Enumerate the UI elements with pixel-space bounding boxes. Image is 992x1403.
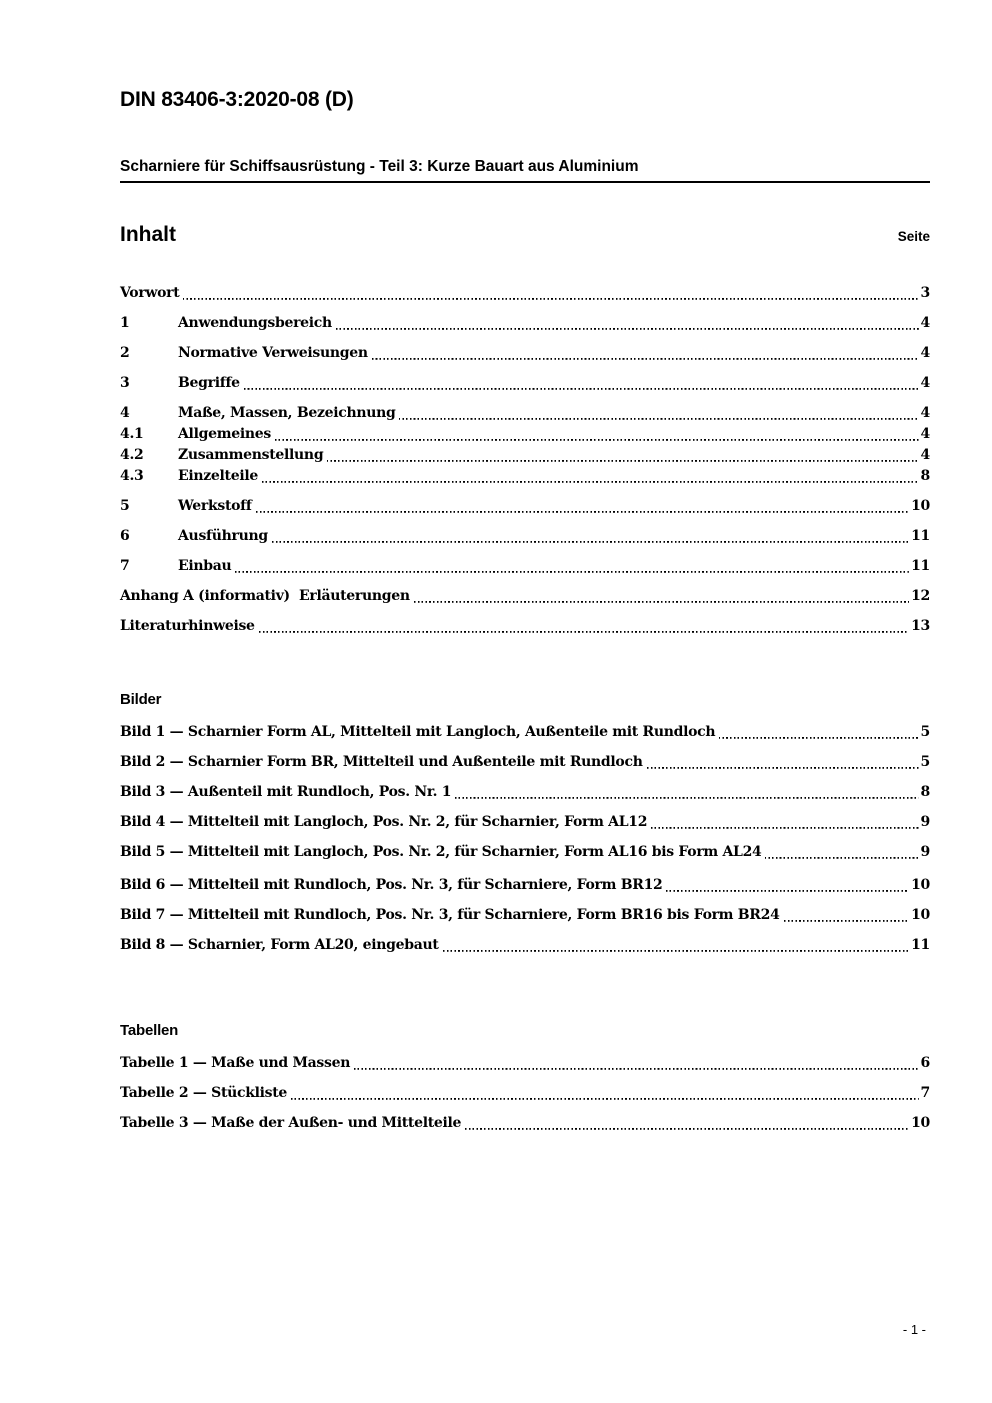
toc-entry-page: 3 xyxy=(920,285,930,301)
toc-heading: Inhalt xyxy=(120,223,176,246)
dot-leader xyxy=(183,296,918,300)
figure-entry-page: 8 xyxy=(920,784,930,800)
figure-entry-label: Bild 8 — Scharnier, Form AL20, eingebaut xyxy=(120,937,439,953)
dot-leader xyxy=(719,735,918,739)
toc-entry-number: 4.1 xyxy=(120,426,144,442)
table-entry-label: Tabelle 1 — Maße und Massen xyxy=(120,1055,351,1071)
tables-heading: Tabellen xyxy=(120,1022,179,1039)
toc-entry[interactable] xyxy=(120,373,930,394)
figure-entry-label: Bild 5 — Mittelteil mit Langloch, Pos. Nr. 2, für Scharnier, Form AL16 bis Form AL24 xyxy=(120,844,762,860)
dot-leader xyxy=(651,825,918,829)
toc-entry-label: Einzelteile xyxy=(178,468,258,484)
toc-entry[interactable] xyxy=(120,466,930,487)
toc-entry-page: 4 xyxy=(920,405,930,421)
figure-entry[interactable] xyxy=(120,935,930,956)
doc-number: DIN 83406-3:2020-08 (D) xyxy=(120,88,354,111)
figure-entry-label: Bild 4 — Mittelteil mit Langloch, Pos. Nr. 2, für Scharnier, Form AL12 xyxy=(120,814,648,830)
table-entry-page: 6 xyxy=(920,1055,930,1071)
toc-entry-label: Einbau xyxy=(178,558,232,574)
page-content xyxy=(120,0,930,1134)
toc-entry-number: 4.3 xyxy=(120,468,144,484)
toc-entry-label: Normative Verweisungen xyxy=(178,345,368,361)
figure-entry[interactable] xyxy=(120,782,930,803)
figure-entry-label: Bild 6 — Mittelteil mit Rundloch, Pos. Nr. 3, für Scharniere, Form BR12 xyxy=(120,877,663,893)
dot-leader xyxy=(256,509,910,513)
toc-entry[interactable] xyxy=(120,343,930,364)
figure-entry-label: Bild 7 — Mittelteil mit Rundloch, Pos. Nr. 3, für Scharniere, Form BR16 bis Form BR24 xyxy=(120,907,780,923)
table-entry[interactable] xyxy=(120,1113,930,1134)
figure-entry-page: 9 xyxy=(920,814,930,830)
toc-entry-page: 11 xyxy=(911,558,930,574)
toc-entry[interactable] xyxy=(120,586,930,607)
toc-section xyxy=(120,283,930,637)
figure-entry-page: 5 xyxy=(920,724,930,740)
dot-leader xyxy=(666,888,909,892)
figure-entry-page: 10 xyxy=(911,907,930,923)
toc-entry[interactable] xyxy=(120,556,930,577)
figure-entry[interactable] xyxy=(120,842,930,863)
table-entry-page: 10 xyxy=(911,1115,930,1131)
toc-entry[interactable] xyxy=(120,403,930,424)
dot-leader xyxy=(275,437,919,441)
figure-entry-page: 5 xyxy=(920,754,930,770)
tables-section xyxy=(120,1053,930,1134)
figure-entry-label: Bild 1 — Scharnier Form AL, Mittelteil mit Langloch, Außenteile mit Rundloch xyxy=(120,724,716,740)
dot-leader xyxy=(784,918,910,922)
toc-entry-page: 12 xyxy=(911,588,930,604)
page-number-footer: - 1 - xyxy=(902,1322,926,1337)
figure-entry[interactable] xyxy=(120,875,930,896)
dot-leader xyxy=(647,765,919,769)
dot-leader xyxy=(414,599,909,603)
table-entry-label: Tabelle 2 — Stückliste xyxy=(120,1085,288,1101)
toc-entry-number: 3 xyxy=(120,375,130,391)
toc-entry-number: 5 xyxy=(120,498,130,514)
dot-leader xyxy=(235,569,909,573)
dot-leader xyxy=(399,416,918,420)
dot-leader xyxy=(244,386,919,390)
toc-entry-number: 4 xyxy=(120,405,130,421)
toc-entry-number: 4.2 xyxy=(120,447,144,463)
toc-entry[interactable] xyxy=(120,424,930,445)
toc-entry-label: Literaturhinweise xyxy=(120,618,255,634)
figure-entry-page: 11 xyxy=(911,937,930,953)
dot-leader xyxy=(327,458,918,462)
toc-entry-page: 13 xyxy=(911,618,930,634)
dot-leader xyxy=(765,855,918,859)
toc-entry-label: Ausführung xyxy=(178,528,268,544)
dot-leader xyxy=(336,326,919,330)
toc-entry[interactable] xyxy=(120,283,930,304)
toc-header xyxy=(120,223,930,247)
doc-title: Scharniere für Schiffsausrüstung - Teil 3: Kurze Bauart aus Aluminium xyxy=(120,158,930,183)
toc-entry-number: 7 xyxy=(120,558,130,574)
toc-entry-page: 4 xyxy=(920,315,930,331)
dot-leader xyxy=(259,629,909,633)
figure-entry[interactable] xyxy=(120,812,930,833)
figures-section xyxy=(120,722,930,956)
figure-entry-page: 10 xyxy=(911,877,930,893)
toc-entry-page: 4 xyxy=(920,375,930,391)
dot-leader xyxy=(455,795,918,799)
page-column-label: Seite xyxy=(897,229,930,244)
table-entry[interactable] xyxy=(120,1053,930,1074)
toc-entry[interactable] xyxy=(120,313,930,334)
toc-entry-label: Begriffe xyxy=(178,375,240,391)
figure-entry[interactable] xyxy=(120,722,930,743)
figures-heading: Bilder xyxy=(120,691,162,708)
toc-entry-page: 4 xyxy=(920,345,930,361)
figure-entry-label: Bild 3 — Außenteil mit Rundloch, Pos. Nr. 1 xyxy=(120,784,452,800)
toc-entry-label: Anhang A (informativ) Erläuterungen xyxy=(120,588,410,604)
dot-leader xyxy=(291,1096,919,1100)
table-entry-label: Tabelle 3 — Maße der Außen- und Mittelteile xyxy=(120,1115,462,1131)
toc-entry-page: 11 xyxy=(911,528,930,544)
toc-entry-label: Anwendungsbereich xyxy=(178,315,332,331)
toc-entry[interactable] xyxy=(120,445,930,466)
toc-entry-page: 4 xyxy=(920,426,930,442)
toc-entry-page: 8 xyxy=(920,468,930,484)
table-entry[interactable] xyxy=(120,1083,930,1104)
figure-entry[interactable] xyxy=(120,752,930,773)
toc-entry-number: 1 xyxy=(120,315,130,331)
toc-entry-label: Vorwort xyxy=(120,285,180,301)
figure-entry-page: 9 xyxy=(920,844,930,860)
toc-entry-number: 6 xyxy=(120,528,130,544)
toc-entry[interactable] xyxy=(120,616,930,637)
toc-entry[interactable] xyxy=(120,526,930,547)
figure-entry[interactable] xyxy=(120,905,930,926)
toc-entry-label: Maße, Massen, Bezeichnung xyxy=(178,405,396,421)
toc-entry-label: Allgemeines xyxy=(178,426,271,442)
dot-leader xyxy=(354,1066,918,1070)
table-entry-page: 7 xyxy=(920,1085,930,1101)
dot-leader xyxy=(372,356,919,360)
toc-entry-label: Zusammenstellung xyxy=(178,447,324,463)
toc-entry-number: 2 xyxy=(120,345,130,361)
dot-leader xyxy=(443,948,910,952)
figure-entry-label: Bild 2 — Scharnier Form BR, Mittelteil und Außenteile mit Rundloch xyxy=(120,754,643,770)
toc-entry[interactable] xyxy=(120,496,930,517)
dot-leader xyxy=(272,539,909,543)
dot-leader xyxy=(465,1126,909,1130)
toc-entry-page: 10 xyxy=(911,498,930,514)
dot-leader xyxy=(262,479,919,483)
toc-entry-label: Werkstoff xyxy=(178,498,252,514)
toc-entry-page: 4 xyxy=(920,447,930,463)
